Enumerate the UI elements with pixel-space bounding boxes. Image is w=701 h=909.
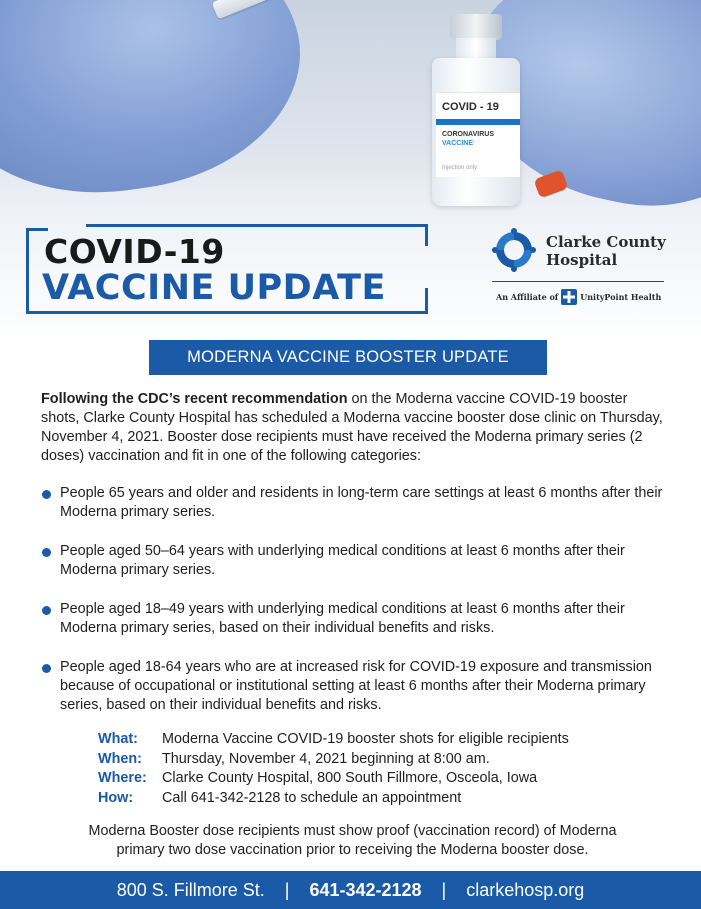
detail-row-how bbox=[98, 789, 668, 809]
detail-value: Moderna Vaccine COVID-19 booster shots for eligible recipients bbox=[162, 731, 569, 747]
red-cap-image bbox=[533, 169, 568, 198]
logo-name bbox=[546, 233, 676, 269]
title-frame-right-bottom bbox=[425, 288, 428, 314]
title-frame-bottom bbox=[26, 311, 428, 314]
proof-note bbox=[40, 822, 665, 860]
vial-label-line3: Injection only bbox=[442, 165, 478, 171]
detail-value: Call 641-342-2128 to schedule an appointment bbox=[162, 789, 462, 806]
detail-value: Thursday, November 4, 2021 beginning at 8:00 am. bbox=[162, 750, 490, 767]
title-frame-right-top bbox=[425, 224, 428, 246]
list-item-text: People aged 18–49 years with underlying medical conditions at least 6 months after their Moderna primary series, based on their individual benefits and risks. bbox=[60, 601, 625, 636]
footer-bar bbox=[0, 871, 701, 909]
footer-website[interactable]: clarkehosp.org bbox=[466, 879, 585, 900]
footer-separator: | bbox=[284, 879, 290, 900]
detail-label: What: bbox=[98, 731, 138, 747]
footer-address: 800 S. Fillmore St. bbox=[116, 879, 265, 900]
affiliate-line bbox=[496, 289, 661, 305]
page-title-line1: COVID-19 bbox=[44, 232, 225, 271]
vial-label-line1: CORONAVIRUS bbox=[442, 131, 494, 138]
vial-label-line2: VACCINE bbox=[442, 140, 473, 147]
gloved-hand-left bbox=[0, 0, 316, 214]
detail-label: How: bbox=[98, 789, 134, 806]
intro-text: on the Moderna vaccine COVID-19 booster shots, Clarke County Hospital has scheduled a Moderna vaccine booster dose clinic on Thursday, November 4, 2021. Booster dose recipients must have received the Moderna primary series (2 doses) vaccination and fit in one of the following categories: bbox=[41, 391, 663, 464]
title-frame-left bbox=[26, 228, 29, 314]
list-item-text: People aged 50–64 years with underlying medical conditions at least 6 months after their Moderna primary series. bbox=[60, 543, 625, 578]
bullet-dot-icon bbox=[42, 606, 51, 615]
vial-neck bbox=[456, 38, 496, 60]
event-details bbox=[98, 730, 668, 808]
page-title-line2: VACCINE UPDATE bbox=[42, 268, 386, 308]
bullet-dot-icon bbox=[42, 664, 51, 673]
logo-name-line1: Clarke County bbox=[546, 233, 666, 251]
clarke-county-logo-icon bbox=[492, 228, 536, 272]
detail-label: When: bbox=[98, 750, 142, 767]
intro-paragraph bbox=[41, 390, 666, 466]
logo-divider bbox=[492, 281, 664, 282]
title-box bbox=[26, 224, 428, 314]
proof-note-line1: Moderna Booster dose recipients must show proof (vaccination record) of Moderna bbox=[88, 823, 617, 839]
footer-separator: | bbox=[441, 879, 447, 900]
bullet-dot-icon bbox=[42, 490, 51, 499]
vial-label-bar bbox=[436, 119, 520, 125]
unitypoint-cross-icon bbox=[561, 289, 577, 305]
vaccine-vial bbox=[428, 14, 524, 206]
affiliate-name: UnityPoint Health bbox=[580, 292, 662, 302]
vial-title: COVID - 19 bbox=[442, 101, 499, 113]
vial-label bbox=[436, 92, 520, 177]
title-frame-top bbox=[86, 224, 428, 227]
list-item-text: People aged 18-64 years who are at increased risk for COVID-19 exposure and transmission because of occupational or institutional setting at least 6 months after their Moderna primary series, based on their individual benefits and risks. bbox=[60, 659, 652, 713]
vial-body bbox=[432, 58, 520, 206]
affiliate-prefix: An Affiliate of bbox=[496, 292, 559, 302]
detail-label: Where: bbox=[98, 770, 147, 786]
footer-phone[interactable]: 641-342-2128 bbox=[309, 879, 422, 900]
detail-row-when bbox=[98, 750, 668, 770]
intro-bold-text: Following the CDC’s recent recommendation bbox=[41, 391, 348, 407]
list-item-text: People 65 years and older and residents in long-term care settings at least 6 months after their Moderna primary series. bbox=[60, 485, 663, 520]
detail-value: Clarke County Hospital, 800 South Fillmore, Osceola, Iowa bbox=[162, 770, 538, 786]
vial-cap bbox=[450, 14, 502, 40]
logo-name-line2: Hospital bbox=[546, 251, 618, 269]
bullet-dot-icon bbox=[42, 548, 51, 557]
title-frame-top-left bbox=[26, 228, 48, 231]
detail-row-where bbox=[98, 769, 668, 789]
detail-row-what bbox=[98, 730, 668, 750]
section-banner: MODERNA VACCINE BOOSTER UPDATE bbox=[149, 340, 547, 375]
proof-note-line2: primary two dose vaccination prior to receiving the Moderna booster dose. bbox=[116, 842, 589, 858]
